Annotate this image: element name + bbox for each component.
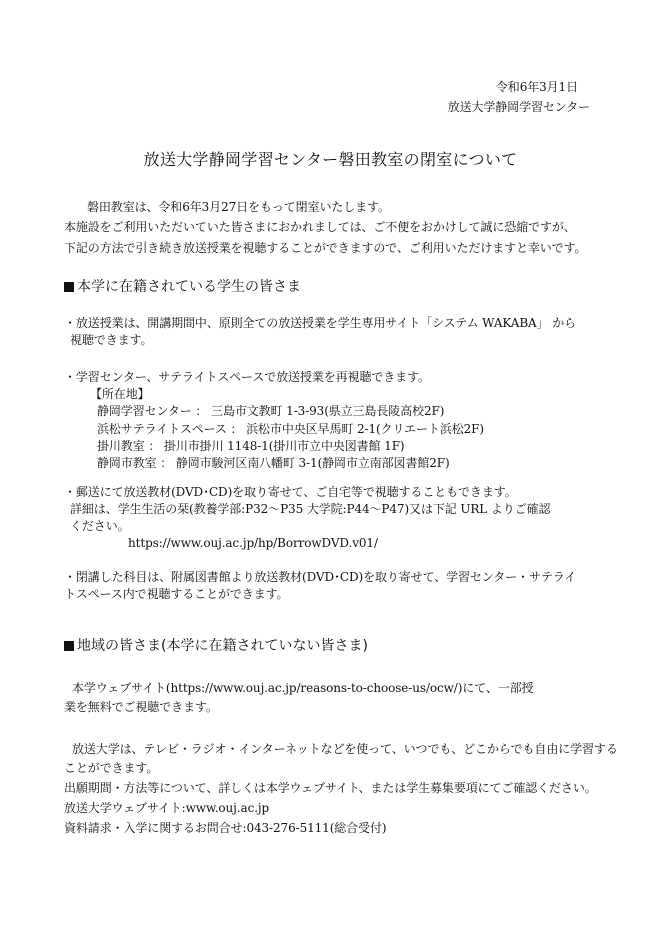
location-shizuoka-city: 静岡市教室 ： 静岡市駿河区南八幡町 3-1(静岡市立南部図書館2F) xyxy=(97,456,450,470)
location-hamamatsu: 浜松サテライトスペース ： 浜松市中央区早馬町 2-1(クリエート浜松2F) xyxy=(97,422,484,436)
bullet-rewatch: ・学習センター、サテライトスペースで放送授業を再視聴できます。 xyxy=(64,370,430,384)
bullet-mail-line-2: 詳細は、学生生活の栞(教養学部:P32～P35 大学院:P44～P47)又は下記 URL よりご確認 xyxy=(70,502,551,516)
closing-contact: 資料請求・入学に関するお問合せ:043-276-5111(総合受付) xyxy=(64,821,387,835)
closing-website: 放送大学ウェブサイト:www.ouj.ac.jp xyxy=(64,801,270,815)
black-square-icon xyxy=(64,641,74,651)
bullet-mail-line-3: ください。 xyxy=(70,519,130,533)
intro-line-2: 本施設をご利用いただいていた皆さまにおかれましては、ご不便をおかけして誠に恐縮ですが、 xyxy=(64,220,576,234)
intro-line-3: 下記の方法で引き続き放送授業を視聴することができますので、ご利用いただけますと幸いです。 xyxy=(64,241,587,255)
bullet-mail-line-1: ・郵送にて放送教材(DVD･CD)を取り寄せて、ご自宅等で視聴することもできます。 xyxy=(64,485,517,499)
section-heading-students: 本学に在籍されている学生の皆さま xyxy=(64,278,301,296)
location-shizuoka: 静岡学習センター ： 三島市文教町 1-3-93(県立三島長陵高校2F) xyxy=(97,404,445,418)
intro-line-1: 磐田教室は、令和6年3月27日をもって閉室いたします。 xyxy=(87,200,390,214)
bullet-wakaba-line-2: 視聴できます。 xyxy=(70,333,153,347)
page-title: 放送大学静岡学習センター磐田教室の閉室について xyxy=(143,150,518,169)
bullet-library-line-1: ・閉講した科目は、附属図書館より放送教材(DVD･CD)を取り寄せて、学習センター・サテライ xyxy=(64,570,577,584)
ocw-line-1: 本学ウェブサイト(https://www.ouj.ac.jp/reasons-to-choose-us/ocw/)にて、一部授 xyxy=(72,681,534,695)
black-square-icon xyxy=(64,282,74,292)
closing-line-2: ことができます。 xyxy=(64,761,159,775)
issue-date: 令和6年3月1日 xyxy=(495,80,578,94)
section-heading-community: 地域の皆さま(本学に在籍されていない皆さま) xyxy=(64,637,368,655)
location-kakegawa: 掛川教室 ： 掛川市掛川 1148-1(掛川市立中央図書館 1F) xyxy=(97,439,405,453)
bullet-library-line-2: トスペース内で視聴することができます。 xyxy=(64,587,289,601)
locations-label: 【所在地】 xyxy=(90,387,150,401)
closing-line-1: 放送大学は、テレビ・ラジオ・インターネットなどを使って、いつでも、どこからでも自由に学習する xyxy=(72,742,618,756)
issuer-name: 放送大学静岡学習センター xyxy=(447,100,590,114)
bullet-wakaba-line-1: ・放送授業は、開講期間中、原則全ての放送授業を学生専用サイト「システム WAKABA」 から xyxy=(64,316,577,330)
borrow-dvd-link[interactable]: https://www.ouj.ac.jp/hp/BorrowDVD.v01/ xyxy=(128,536,378,550)
closing-line-3: 出願期間・方法等について、詳しくは本学ウェブサイト、または学生募集要項にてご確認ください。 xyxy=(64,781,597,795)
ocw-line-2: 業を無料でご視聴できます。 xyxy=(64,700,218,714)
